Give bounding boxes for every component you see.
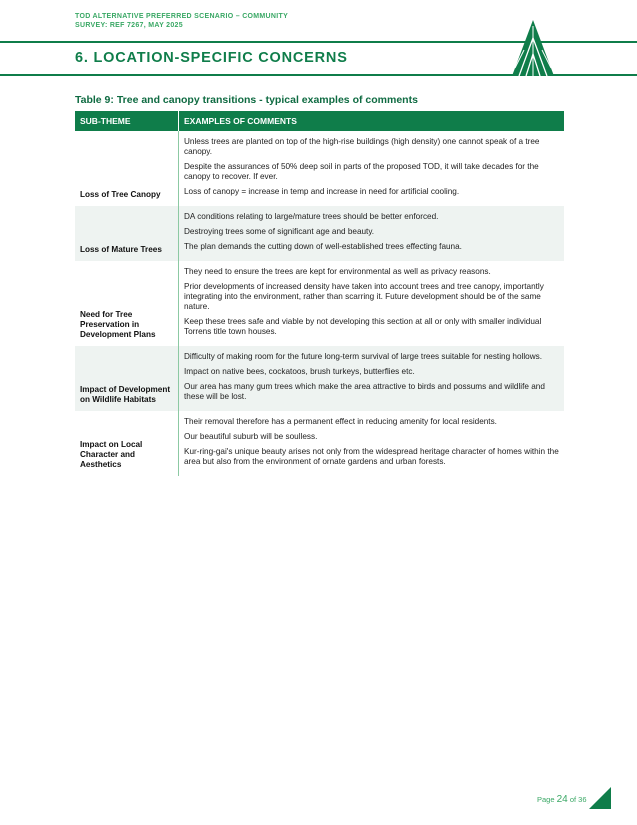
comment: Difficulty of making room for the future long-term survival of large trees suitable for nesting hollows. <box>184 352 542 361</box>
comments-cell <box>179 131 565 206</box>
comment: Unless trees are planted on top of the high-rise buildings (high density) one cannot speak of a tree canopy. <box>184 137 540 156</box>
comments-cell <box>179 411 565 476</box>
comment: Destroying trees some of significant age and beauty. <box>184 227 375 236</box>
comment: Their removal therefore has a permanent effect in reducing amenity for local residents. <box>184 417 497 426</box>
page-label: Page <box>537 795 555 804</box>
eyebrow-line-2: SURVEY: REF 7267, MAY 2025 <box>75 22 183 29</box>
comment: Our area has many gum trees which make the area attractive to birds and possums and wildlife and these will be lost. <box>184 382 545 401</box>
subtheme-cell: Impact of Development on Wildlife Habitats <box>75 346 179 411</box>
page-number <box>537 794 587 805</box>
comment: Kur-ring-gai's unique beauty arises not only from the widespread heritage character of homes within the area but also from the environment of ornate gardens and urban forests. <box>184 447 559 466</box>
comment: Prior developments of increased density have taken into account trees and tree canopy, importantly integrating into the environment, rather than scarring it. Future development should be of the same nature. <box>184 282 544 311</box>
page-total: of 36 <box>569 795 587 804</box>
table-row <box>75 411 564 476</box>
comments-cell <box>179 261 565 346</box>
corner-triangle-icon <box>589 787 611 809</box>
comment: Despite the assurances of 50% deep soil in parts of the proposed TOD, it will take decades for the canopy to recover. If ever. <box>184 162 539 181</box>
report-eyebrow <box>75 12 288 30</box>
comments-cell <box>179 206 565 261</box>
table-row <box>75 206 564 261</box>
table-row <box>75 131 564 206</box>
page-title: 6. LOCATION-SPECIFIC CONCERNS <box>75 50 348 66</box>
comment: Impact on native bees, cockatoos, brush turkeys, butterflies etc. <box>184 367 415 376</box>
table-row <box>75 346 564 411</box>
table-row <box>75 261 564 346</box>
comments-table <box>75 111 564 476</box>
table-header-row <box>75 111 564 131</box>
subtheme-cell: Loss of Tree Canopy <box>75 131 179 206</box>
subtheme-cell: Need for Tree Preservation in Development Plans <box>75 261 179 346</box>
subtheme-cell: Loss of Mature Trees <box>75 206 179 261</box>
comment: DA conditions relating to large/mature trees should be better enforced. <box>184 212 439 221</box>
table-caption: Table 9: Tree and canopy transitions - typical examples of comments <box>75 94 418 106</box>
comments-cell <box>179 346 565 411</box>
subtheme-cell: Impact on Local Character and Aesthetics <box>75 411 179 476</box>
page-current: 24 <box>556 794 568 805</box>
mountain-logo-icon <box>512 16 554 76</box>
col-header-comments: EXAMPLES OF COMMENTS <box>179 111 565 131</box>
comment: Keep these trees safe and viable by not developing this section at all or only with smaller individual Torrens title town houses. <box>184 317 542 336</box>
comment: They need to ensure the trees are kept for environmental as well as privacy reasons. <box>184 267 491 276</box>
eyebrow-line-1: TOD ALTERNATIVE PREFERRED SCENARIO – COMMUNITY <box>75 13 289 20</box>
comment: The plan demands the cutting down of well-established trees effecting fauna. <box>184 242 462 251</box>
col-header-subtheme: SUB-THEME <box>75 111 179 131</box>
comment: Our beautiful suburb will be soulless. <box>184 432 318 441</box>
comment: Loss of canopy = increase in temp and increase in need for artificial cooling. <box>184 187 460 196</box>
